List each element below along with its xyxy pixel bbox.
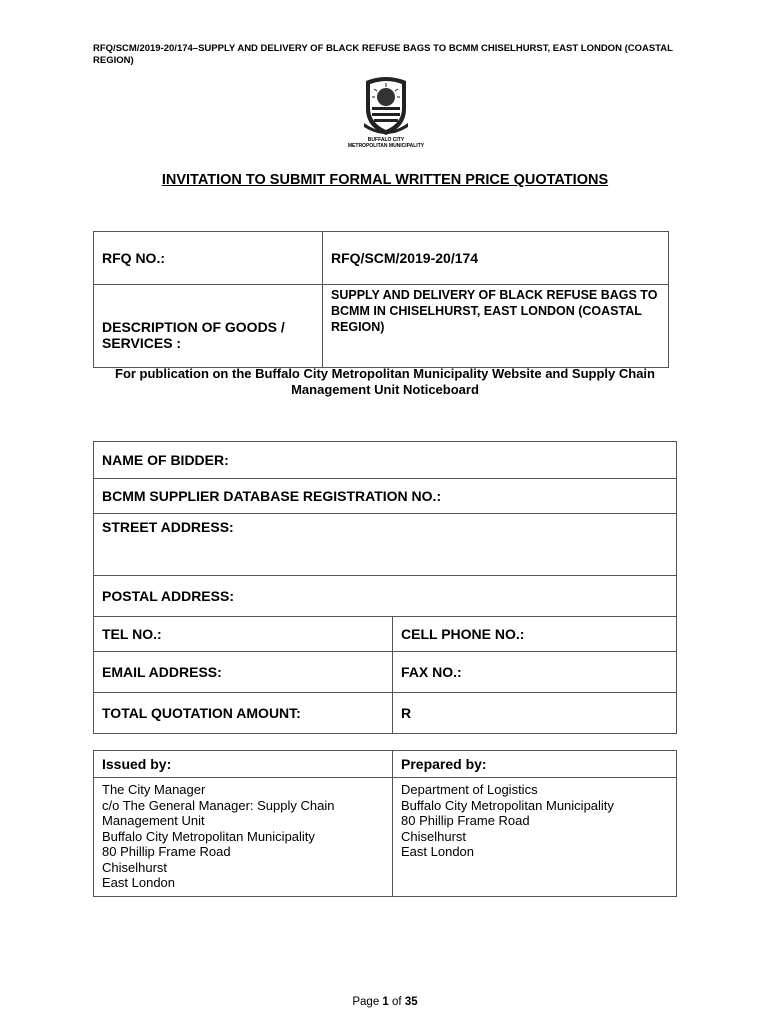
total-quotation-field[interactable]: R bbox=[393, 693, 677, 734]
description-value: SUPPLY AND DELIVERY OF BLACK REFUSE BAGS TO BCMM IN CHISELHURST, EAST LONDON (COASTAL REGION) bbox=[323, 285, 669, 368]
issued-by-label: Issued by: bbox=[94, 751, 393, 778]
page-number-footer bbox=[0, 996, 770, 1008]
cell-phone-field[interactable]: CELL PHONE NO.: bbox=[393, 617, 677, 652]
issued-by-line: 80 Phillip Frame Road bbox=[102, 844, 231, 859]
issued-by-address bbox=[94, 778, 393, 897]
issued-by-line: c/o The General Manager: Supply Chain Management Unit bbox=[102, 797, 335, 828]
tel-number-field[interactable]: TEL NO.: bbox=[94, 617, 393, 652]
postal-address-field[interactable]: POSTAL ADDRESS: bbox=[94, 576, 677, 617]
email-address-field[interactable]: EMAIL ADDRESS: bbox=[94, 652, 393, 693]
description-label: DESCRIPTION OF GOODS / SERVICES : bbox=[94, 285, 323, 368]
issued-by-line: Chiselhurst bbox=[102, 859, 168, 875]
municipality-logo bbox=[340, 75, 432, 153]
prepared-by-line: 80 Phillip Frame Road bbox=[401, 813, 530, 828]
prepared-by-line: East London bbox=[401, 844, 475, 859]
bidder-details-form bbox=[93, 441, 677, 734]
issued-by-line: The City Manager bbox=[102, 782, 206, 797]
rfq-number-label: RFQ NO.: bbox=[94, 232, 323, 285]
issued-prepared-table bbox=[93, 750, 677, 897]
issued-by-line: Buffalo City Metropolitan Municipality bbox=[102, 828, 315, 844]
coat-of-arms-icon bbox=[362, 75, 410, 137]
of-word: of bbox=[392, 996, 402, 1008]
prepared-by-line: Chiselhurst bbox=[401, 828, 467, 844]
page-current: 1 bbox=[382, 996, 389, 1008]
page-total: 35 bbox=[404, 996, 418, 1008]
rfq-info-table bbox=[93, 231, 669, 368]
logo-caption-line2: METROPOLITAN MUNICIPALITY bbox=[347, 143, 425, 149]
rfq-number-value: RFQ/SCM/2019-20/174 bbox=[323, 232, 669, 285]
total-quotation-label: TOTAL QUOTATION AMOUNT: bbox=[94, 693, 393, 734]
prepared-by-label: Prepared by: bbox=[393, 751, 677, 778]
bidder-name-field[interactable]: NAME OF BIDDER: bbox=[94, 442, 677, 479]
issued-by-line: East London bbox=[102, 875, 176, 890]
fax-number-field[interactable]: FAX NO.: bbox=[393, 652, 677, 693]
prepared-by-line: Department of Logistics bbox=[401, 782, 538, 797]
logo-caption-line1: BUFFALO CITY bbox=[367, 137, 405, 143]
page-word: Page bbox=[352, 996, 380, 1008]
publication-note: For publication on the Buffalo City Metropolitan Municipality Website and Supply Chain Management Unit Noticeboard bbox=[115, 366, 655, 397]
prepared-by-line: Buffalo City Metropolitan Municipality bbox=[401, 797, 614, 813]
street-address-field[interactable]: STREET ADDRESS: bbox=[94, 514, 677, 576]
document-reference-header: RFQ/SCM/2019-20/174–SUPPLY AND DELIVERY OF BLACK REFUSE BAGS TO BCMM CHISELHURST, EAST LONDON (COASTAL REGION) bbox=[93, 43, 673, 66]
document-title: INVITATION TO SUBMIT FORMAL WRITTEN PRICE QUOTATIONS bbox=[161, 172, 609, 188]
registration-number-field[interactable]: BCMM SUPPLIER DATABASE REGISTRATION NO.: bbox=[94, 479, 677, 514]
prepared-by-address bbox=[393, 778, 677, 897]
